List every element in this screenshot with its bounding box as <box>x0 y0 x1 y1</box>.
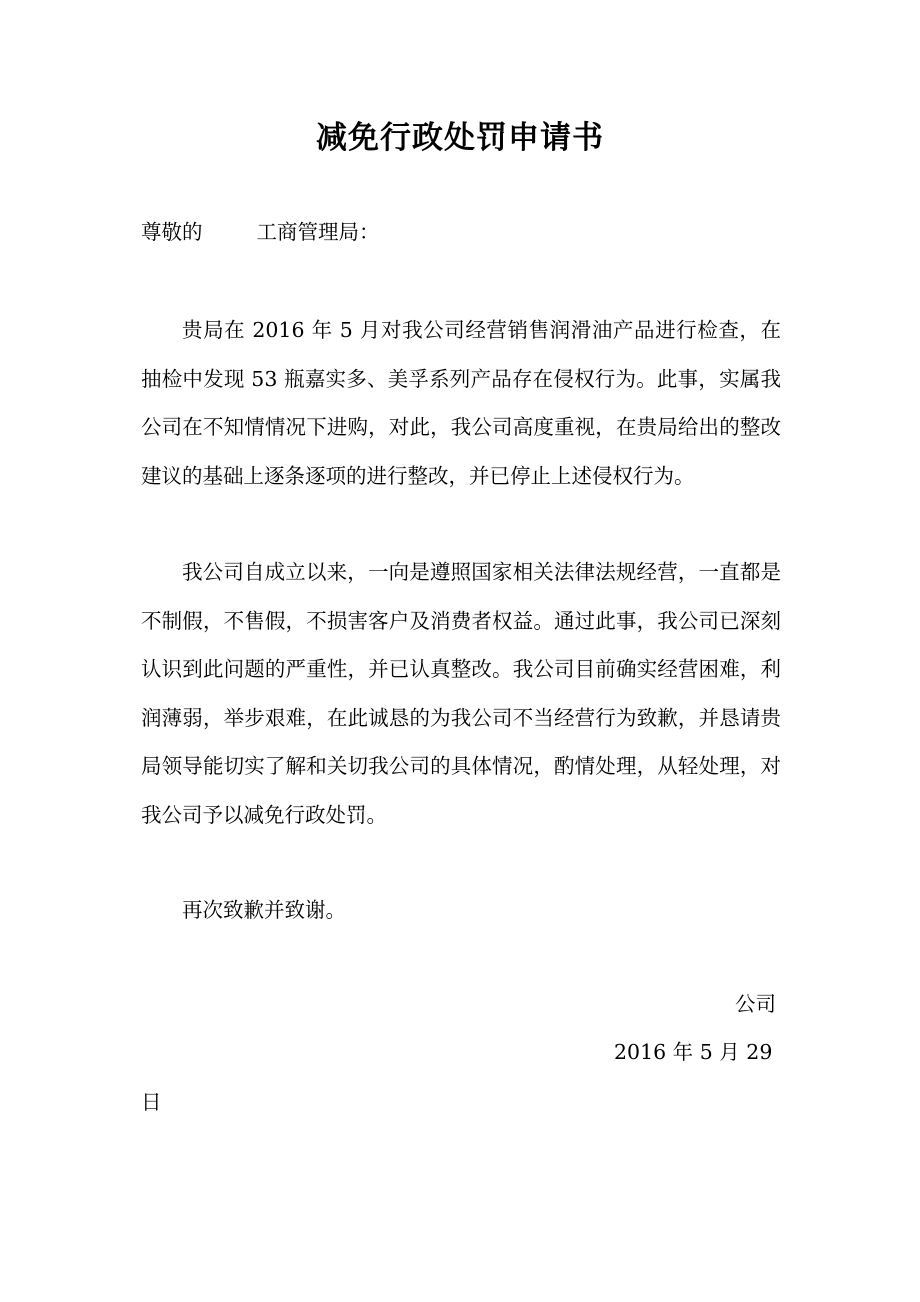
closing-remark: 再次致歉并致谢。 <box>182 898 346 922</box>
body-paragraph-2: 我公司自成立以来，一向是遵照国家相关法律法规经营，一直都是不制假，不售假，不损害客户及消费者权益。通过此事，我公司已深刻认识到此问题的严重性，并已认真整改。我公司目前确实经营困难，利润薄弱，举步艰难，在此诚恳的为我公司不当经营行为致歉，并恳请贵局领导能切实了解和关切我公司的具体情况，酌情处理，从轻处理，对我公司予以减免行政处罚。 <box>141 560 781 827</box>
signature-date-line-1: 2016 年 5 月 29 <box>614 1040 773 1064</box>
signature-company: 公司 <box>735 992 776 1016</box>
salutation-prefix: 尊敬的 <box>141 220 203 244</box>
salutation <box>141 214 380 250</box>
document-title: 减免行政处罚申请书 <box>316 120 604 156</box>
signature-date-line-2: 日 <box>141 1090 162 1114</box>
salutation-addressee: 工商管理局： <box>256 220 380 244</box>
body-paragraph-1: 贵局在 2016 年 5 月对我公司经营销售润滑油产品进行检查，在抽检中发现 53 瓶嘉实多、美孚系列产品存在侵权行为。此事，实属我公司在不知情情况下进购，对此，我公司高度重视，在贵局给出的整改建议的基础上逐条逐项的进行整改，并已停止上述侵权行为。 <box>141 318 781 488</box>
